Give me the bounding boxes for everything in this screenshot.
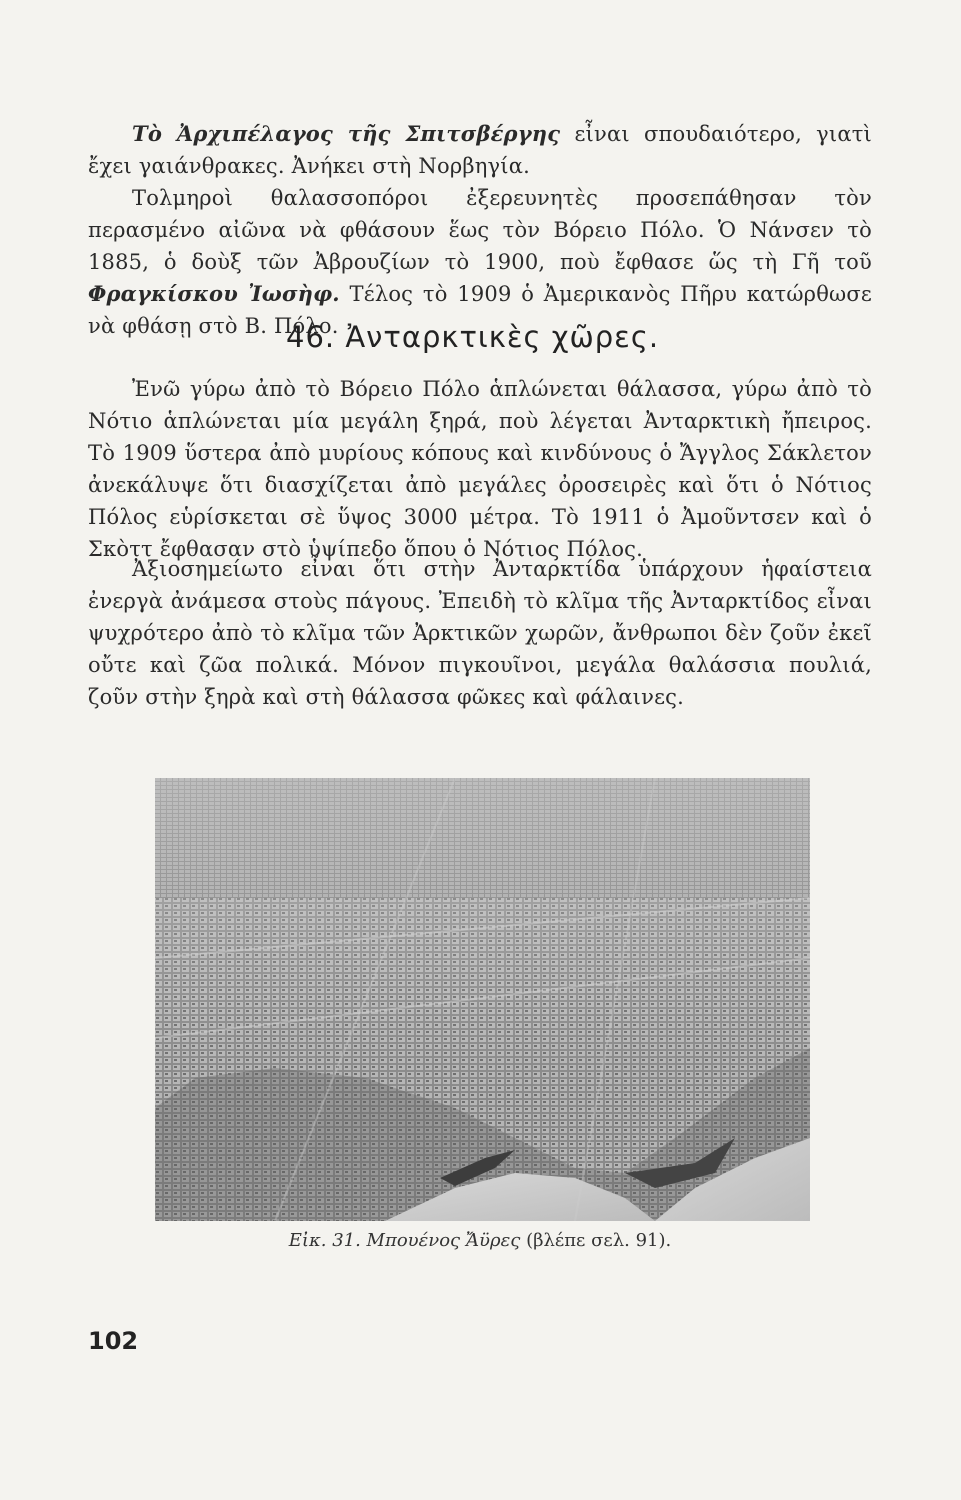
antarctic-text-2: Ἀξιοσημείωτο εἶναι ὅτι στὴν Ἀνταρκτίδα ὑπάρχουν ἡφαίστεια ἐνεργὰ ἀνάμεσα στοὺς πάγους. Ἐπειδὴ τὸ κλῖμα τῆς Ἀνταρκτίδος εἶναι ψυχρότερο ἀπὸ τὸ κλῖμα τῶν Ἀρκτικῶν χωρῶν, ἄνθρωποι δὲν ζοῦν ἐκεῖ οὔτε καὶ ζῶα πολικά. Μόνον πιγκουῖνοι, μεγάλα θαλάσσια πουλιά, ζοῦν στὴν ξηρὰ καὶ στὴ θάλασσα φῶκες καὶ φάλαινες.	[88, 557, 872, 709]
aerial-city-image	[155, 778, 810, 1221]
intro-line1: εἶναι σπουδαιότερο, γιατὶ ἔχει γαιάνθρακες. Ἀνήκει στὴ Νορβηγία.	[88, 122, 872, 178]
intro-text-a: Τολμηροὶ θαλασσοπόροι ἐξερευνητὲς προσεπάθησαν τὸν περασμένο αἰῶνα νὰ φθάσουν ἕως τὸν Βόρειο Πόλο. Ὁ Νάνσεν τὸ 1885, ὁ δοὺξ τῶν Ἀβρουζίων τὸ 1900, ποὺ ἔφθασε ὥς τὴ Γῆ τοῦ	[88, 186, 872, 274]
antarctic-paragraph-2	[88, 553, 872, 713]
buenos-aires-photo	[155, 778, 810, 1221]
antarctic-text-1: Ἐνῶ γύρω ἀπὸ τὸ Βόρειο Πόλο ἁπλώνεται θάλασσα, γύρω ἀπὸ τὸ Νότιο ἁπλώνεται μία μεγάλη ξηρά, ποὺ λέγεται Ἀνταρκτικὴ ἤπειρος. Τὸ 1909 ὕστερα ἀπὸ μυρίους κόπους καὶ κινδύνους ὁ Ἄγγλος Σάκλετον ἀνεκάλυψε ὅτι διασχίζεται ἀπὸ μεγάλες ὀροσειρὲς καὶ ὅτι ὁ Νότιος Πόλος εὑρίσκεται σὲ ὕψος 3000 μέτρα. Τὸ 1911 ὁ Ἀμοῦντσεν καὶ ὁ Σκὸττ ἔφθασαν στὸ ὑψίπεδο ὅπου ὁ Νότιος Πόλος.	[88, 377, 872, 561]
intro-text-b: Τέλος τὸ 1909 ὁ Ἀμερικανὸς Πῆρυ κατώρθωσε νὰ φθάσῃ στὸ Β. Πόλο.	[88, 282, 872, 338]
spitsbergen-title: Τὸ Ἀρχιπέλαγος τῆς Σπιτσβέργης	[132, 121, 561, 146]
figure-caption	[88, 1230, 872, 1251]
antarctic-paragraph-1	[88, 373, 872, 565]
section-heading: 46. Ἀνταρκτικὲς χῶρες.	[286, 320, 660, 354]
caption-label: Εἰκ. 31. Μπουένος Ἄϋρες	[288, 1230, 521, 1251]
franz-josef-land: Φραγκίσκου Ἰωσὴφ.	[88, 281, 340, 306]
caption-reference: (βλέπε σελ. 91).	[526, 1230, 672, 1251]
page-number: 102	[88, 1327, 139, 1355]
intro-paragraph	[88, 118, 872, 342]
